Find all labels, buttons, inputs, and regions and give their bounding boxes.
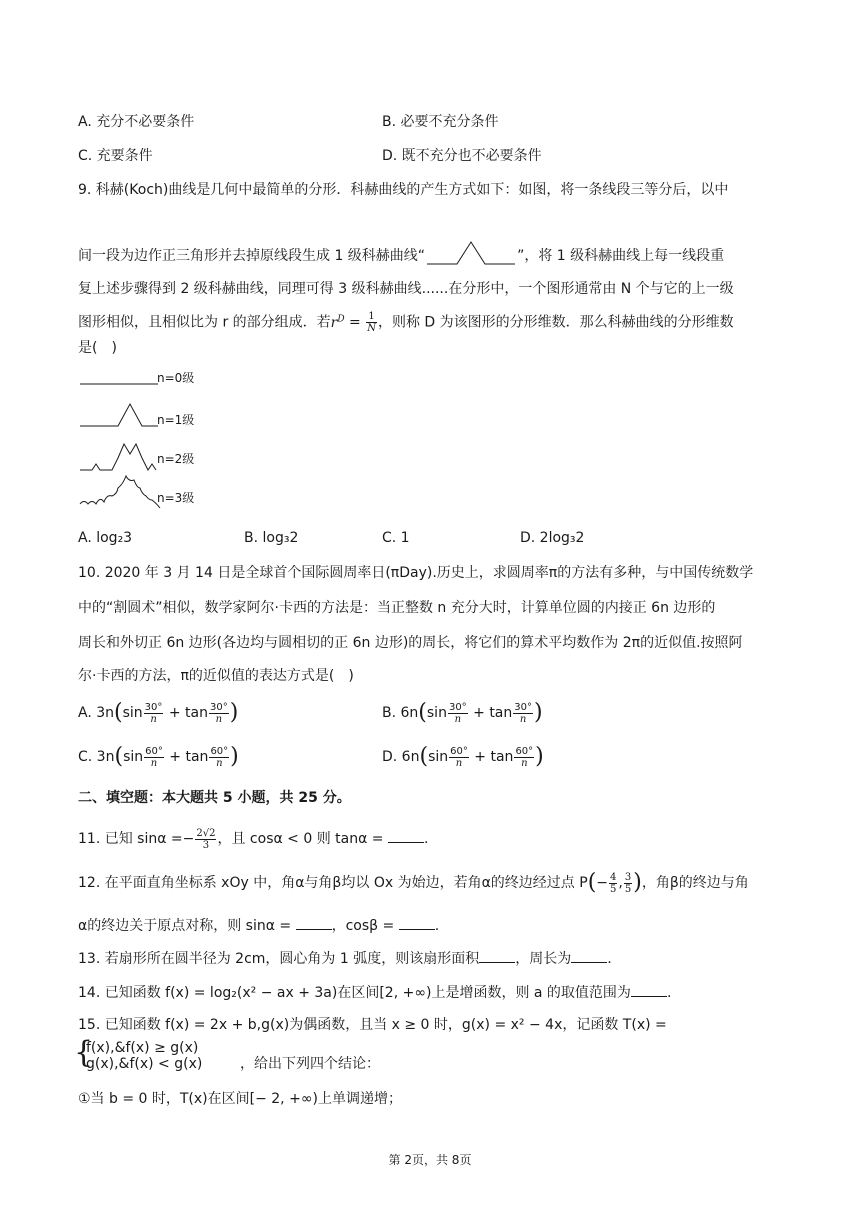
q13 (78, 948, 612, 969)
fig-label-n0: n=0级 (157, 371, 195, 385)
q9-line2 (78, 246, 724, 266)
q9-line4-a: 图形相似，且相似比为 r 的部分组成．若 (78, 314, 331, 331)
q10-option-b: B. 6n(sin $\frac{30^\circ}{n}$ + tan $\frac{30^\circ}{n}$ ) (382, 700, 543, 725)
q13-a: 13. 若扇形所在圆半径为 2cm，圆心角为 1 弧度，则该扇形面积 (78, 951, 480, 967)
q15-case1: f(x),&f(x) ≥ g(x) (86, 1040, 199, 1056)
frac-num: 60° (210, 745, 229, 757)
piecewise-brace: { (74, 1035, 94, 1070)
q10-option-d-label: D. 6n (382, 749, 420, 765)
koch-inline-figure (425, 246, 517, 266)
q10-option-d: D. 6n(sin $\frac{60^\circ}{n}$ + tan $\frac{60^\circ}{n}$ ) (382, 744, 544, 769)
q9-line1: 9. 科赫(Koch)曲线是几何中最简单的分形．科赫曲线的产生方式如下：如图，将一条线段三等分后，以中 (78, 182, 729, 198)
q15-line1: 15. 已知函数 f(x) = 2x + b,g(x)为偶函数，且当 x ≥ 0 时，g(x) = x² − 4x，记函数 T(x) = (78, 1017, 667, 1033)
q14 (78, 982, 671, 1003)
q12-l2a: α的终边关于原点对称，则 sinα = (78, 918, 292, 934)
q9-line2-a: 间一段为边作正三角形并去掉原线段生成 1 级科赫曲线“ (78, 248, 426, 264)
q10-line2: 中的“割圆术”相似，数学家阿尔·卡西的方法是：当正整数 n 充分大时，计算单位圆的内接正 6n 边形的 (78, 600, 716, 616)
q9-option-a: A. log₂3 (78, 530, 133, 546)
frac-num: 60° (145, 745, 163, 757)
fig-label-n2: n=2级 (157, 452, 195, 466)
answer-blank (631, 982, 667, 997)
q15-tail: ，给出下列四个结论： (240, 1056, 380, 1072)
answer-blank (399, 915, 435, 930)
answer-blank (571, 948, 607, 963)
q11-a: 11. 已知 sinα =− (78, 831, 195, 847)
fig-label-n3: n=3级 (157, 491, 195, 505)
frac-num: 30° (514, 701, 532, 713)
q9-option-b: B. log₃2 (244, 530, 299, 546)
q12-l1b: ，角β的终边与角 (641, 875, 749, 891)
answer-blank (388, 828, 424, 843)
q10-line3: 周长和外切正 6n 边形(各边均与圆相切的正 6n 边形)的周长，将它们的算术平均数作为 2π的近似值.按照阿 (78, 635, 743, 651)
q10-option-c: C. 3n(sin $\frac{60^\circ}{n}$ + tan $\frac{60^\circ}{n}$ ) (78, 744, 239, 769)
q9-line4-b: ，则称 D 为该图形的分形维数．那么科赫曲线的分形维数 (377, 314, 734, 331)
q11-c: . (423, 831, 429, 847)
q9-option-c: C. 1 (382, 530, 410, 546)
q10-option-c-label: C. 3n (78, 749, 115, 765)
q10-line1: 10. 2020 年 3 月 14 日是全球首个国际圆周率日(πDay).历史上，求圆周率π的方法有多种，与中国传统数学 (78, 565, 754, 581)
q10-line4: 尔·卡西的方法，π的近似值的表达方式是( ) (78, 668, 354, 684)
answer-blank (296, 915, 332, 930)
q15-conclusion-1: ①当 b = 0 时，T(x)在区间[− 2, +∞)上单调递增； (78, 1091, 402, 1107)
q8-option-c: C. 充要条件 (78, 148, 153, 164)
q8-option-b: B. 必要不充分条件 (382, 114, 499, 130)
q13-c: . (607, 951, 612, 967)
q15-cases (86, 1040, 202, 1072)
answer-blank (479, 948, 515, 963)
formula-r-d: $r^D$ (330, 314, 345, 331)
q9-line4: 图形相似，且相似比为 r 的部分组成．若$r^D$ = $\frac{1}{N}$ ，则称 D 为该图形的分形维数．那么科赫曲线的分形维数 (78, 311, 734, 335)
q9-line5: 是( ) (78, 340, 117, 356)
q8-option-d: D. 既不充分也不必要条件 (382, 148, 542, 164)
q11: 11. 已知 sinα =− $\frac{2√2}{3}$ ，且 cosα < 0 则 tanα = . (78, 827, 429, 851)
q12-line2 (78, 915, 439, 936)
q9-line2-b: ”，将 1 级科赫曲线上每一线段重 (517, 248, 725, 264)
frac-num: 60° (515, 745, 534, 757)
frac-num: 30° (209, 701, 228, 713)
page-footer: 第 2页，共 8页 (388, 1153, 472, 1167)
q14-a: 14. 已知函数 f(x) = log₂(x² − ax + 3a)在区间[2, +∞)上是增函数，则 a 的取值范围为 (78, 985, 631, 1001)
frac-1-n: $\frac{1}{N}$ (367, 311, 376, 335)
frac-num: 60° (450, 745, 468, 757)
q15-case2: g(x),&f(x) < g(x) (86, 1056, 203, 1072)
fig-label-n1: n=1级 (157, 413, 195, 427)
q12-l2c: . (434, 918, 440, 934)
q11-b: ，且 cosα < 0 则 tanα = (217, 831, 384, 847)
q9-option-d: D. 2log₃2 (520, 530, 585, 546)
q10-option-b-label: B. 6n (382, 705, 419, 721)
q12-l1a: 12. 在平面直角坐标系 xOy 中，角α与角β均以 Ox 为始边，若角α的终边经过点 P (78, 875, 588, 891)
section-title-fill-in: 二、填空题：本大题共 5 小题，共 25 分。 (78, 790, 351, 806)
frac-num: 30° (144, 701, 163, 713)
q8-option-a: A. 充分不必要条件 (78, 114, 195, 130)
q12-l2b: ，cosβ = (331, 918, 395, 934)
frac-num: 30° (448, 701, 467, 713)
q13-b: ，周长为 (515, 951, 572, 967)
q14-b: . (666, 985, 672, 1001)
q10-option-a: A. 3n(sin $\frac{30^\circ}{n}$ + tan $\frac{30^\circ}{n}$ ) (78, 700, 239, 725)
q10-option-a-label: A. 3n (78, 705, 115, 721)
q12-line1: 12. 在平面直角坐标系 xOy 中，角α与角β均以 Ox 为始边，若角α的终边经过点 P(− $\frac{4}{5}$ , $\frac{3}{5}$ )，角β的终边与角 (78, 870, 749, 895)
q9-line3: 复上述步骤得到 2 级科赫曲线，同理可得 3 级科赫曲线......在分形中，一个图形通常由 N 个与它的上一级 (78, 281, 734, 297)
